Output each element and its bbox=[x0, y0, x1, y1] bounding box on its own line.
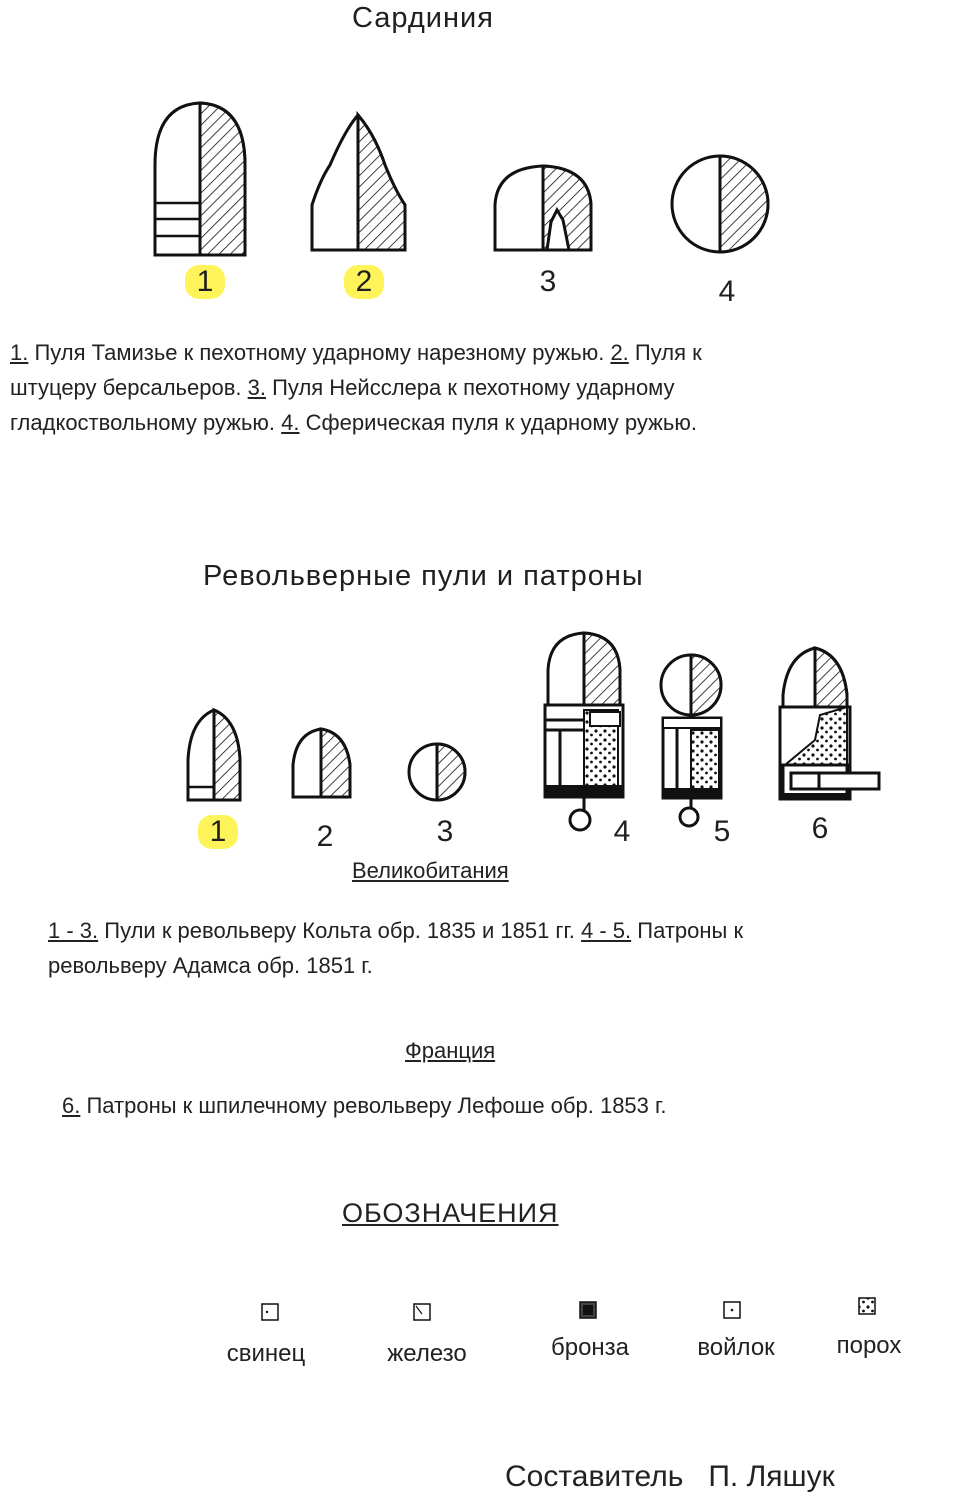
colt-bullet-2-drawing bbox=[288, 725, 358, 800]
revolver-number-4: 4 bbox=[613, 815, 631, 848]
revolver-title: Револьверные пули и патроны bbox=[203, 560, 644, 592]
france-caption bbox=[62, 1088, 666, 1123]
colt-bullet-1-drawing bbox=[180, 705, 250, 805]
sardinia-title: Сардиния bbox=[352, 2, 494, 34]
legend-title: ОБОЗНАЧЕНИЯ bbox=[342, 1198, 559, 1228]
felt-swatch-icon bbox=[722, 1300, 744, 1322]
sardinia-number-4: 4 bbox=[718, 275, 736, 308]
compiler-credit: Составитель П. Ляшук bbox=[505, 1460, 835, 1493]
sardinia-caption bbox=[10, 335, 702, 440]
legend-bronze-label: бронза bbox=[550, 1334, 630, 1361]
revolver-number-1: 1 bbox=[198, 815, 238, 849]
colt-ball-3-drawing bbox=[405, 740, 469, 804]
revolver-number-5: 5 bbox=[713, 815, 731, 848]
legend-powder-label: порох bbox=[836, 1332, 902, 1359]
caption-text-2: Пуля к bbox=[628, 340, 702, 365]
bronze-swatch-icon bbox=[578, 1300, 600, 1322]
caption-text-2b: штуцеру берсальеров. bbox=[10, 375, 248, 400]
gb-text-1: Пули к револьверу Кольта обр. 1835 и 1851 гг. bbox=[98, 918, 582, 943]
gb-text-2: Патроны к bbox=[631, 918, 744, 943]
caption-ref-3: 3. bbox=[247, 375, 266, 400]
caption-text-3b: гладкоствольному ружью. bbox=[10, 410, 282, 435]
gb-ref-4-5: 4 - 5. bbox=[581, 918, 632, 943]
revolver-number-6: 6 bbox=[811, 812, 829, 845]
sardinia-number-1: 1 bbox=[185, 265, 225, 299]
iron-swatch-icon bbox=[412, 1302, 434, 1324]
neissler-bullet-drawing bbox=[485, 160, 605, 260]
fr-text-6: Патроны к шпилечному револьверу Лефоше обр. 1853 г. bbox=[80, 1093, 667, 1118]
sardinia-number-3: 3 bbox=[539, 265, 557, 298]
caption-ref-1: 1. bbox=[10, 340, 29, 365]
sardinia-number-2: 2 bbox=[344, 265, 384, 299]
caption-text-4: Сферическая пуля к ударному ружью. bbox=[299, 410, 697, 435]
gb-text-3: револьверу Адамса обр. 1851 г. bbox=[48, 953, 373, 978]
fr-ref-6: 6. bbox=[62, 1093, 81, 1118]
lead-swatch-icon bbox=[260, 1302, 282, 1324]
revolver-number-3: 3 bbox=[436, 815, 454, 848]
tamisier-bullet-drawing bbox=[140, 95, 260, 265]
adams-cartridge-4-drawing bbox=[540, 630, 630, 845]
great-britain-caption bbox=[48, 913, 743, 983]
caption-text-3: Пуля Нейсслера к пехотному ударному bbox=[266, 375, 675, 400]
caption-ref-4: 4. bbox=[281, 410, 300, 435]
bersaglieri-bullet-drawing bbox=[300, 110, 420, 260]
great-britain-heading: Великобитания bbox=[352, 858, 509, 883]
spherical-bullet-drawing bbox=[668, 152, 778, 262]
france-heading: Франция bbox=[405, 1038, 496, 1063]
caption-ref-2: 2. bbox=[610, 340, 629, 365]
legend-lead-label: свинец bbox=[226, 1340, 306, 1367]
gb-ref-1-3: 1 - 3. bbox=[48, 918, 99, 943]
legend-iron-label: железо bbox=[387, 1340, 467, 1367]
lefaucheux-cartridge-6-drawing bbox=[775, 645, 885, 805]
caption-text-1: Пуля Тамизье к пехотному ударному нарезному ружью. bbox=[28, 340, 611, 365]
revolver-number-2: 2 bbox=[316, 820, 334, 853]
powder-swatch-icon bbox=[857, 1296, 879, 1318]
adams-cartridge-5-drawing bbox=[655, 650, 735, 840]
legend-felt-label: войлок bbox=[697, 1334, 775, 1361]
